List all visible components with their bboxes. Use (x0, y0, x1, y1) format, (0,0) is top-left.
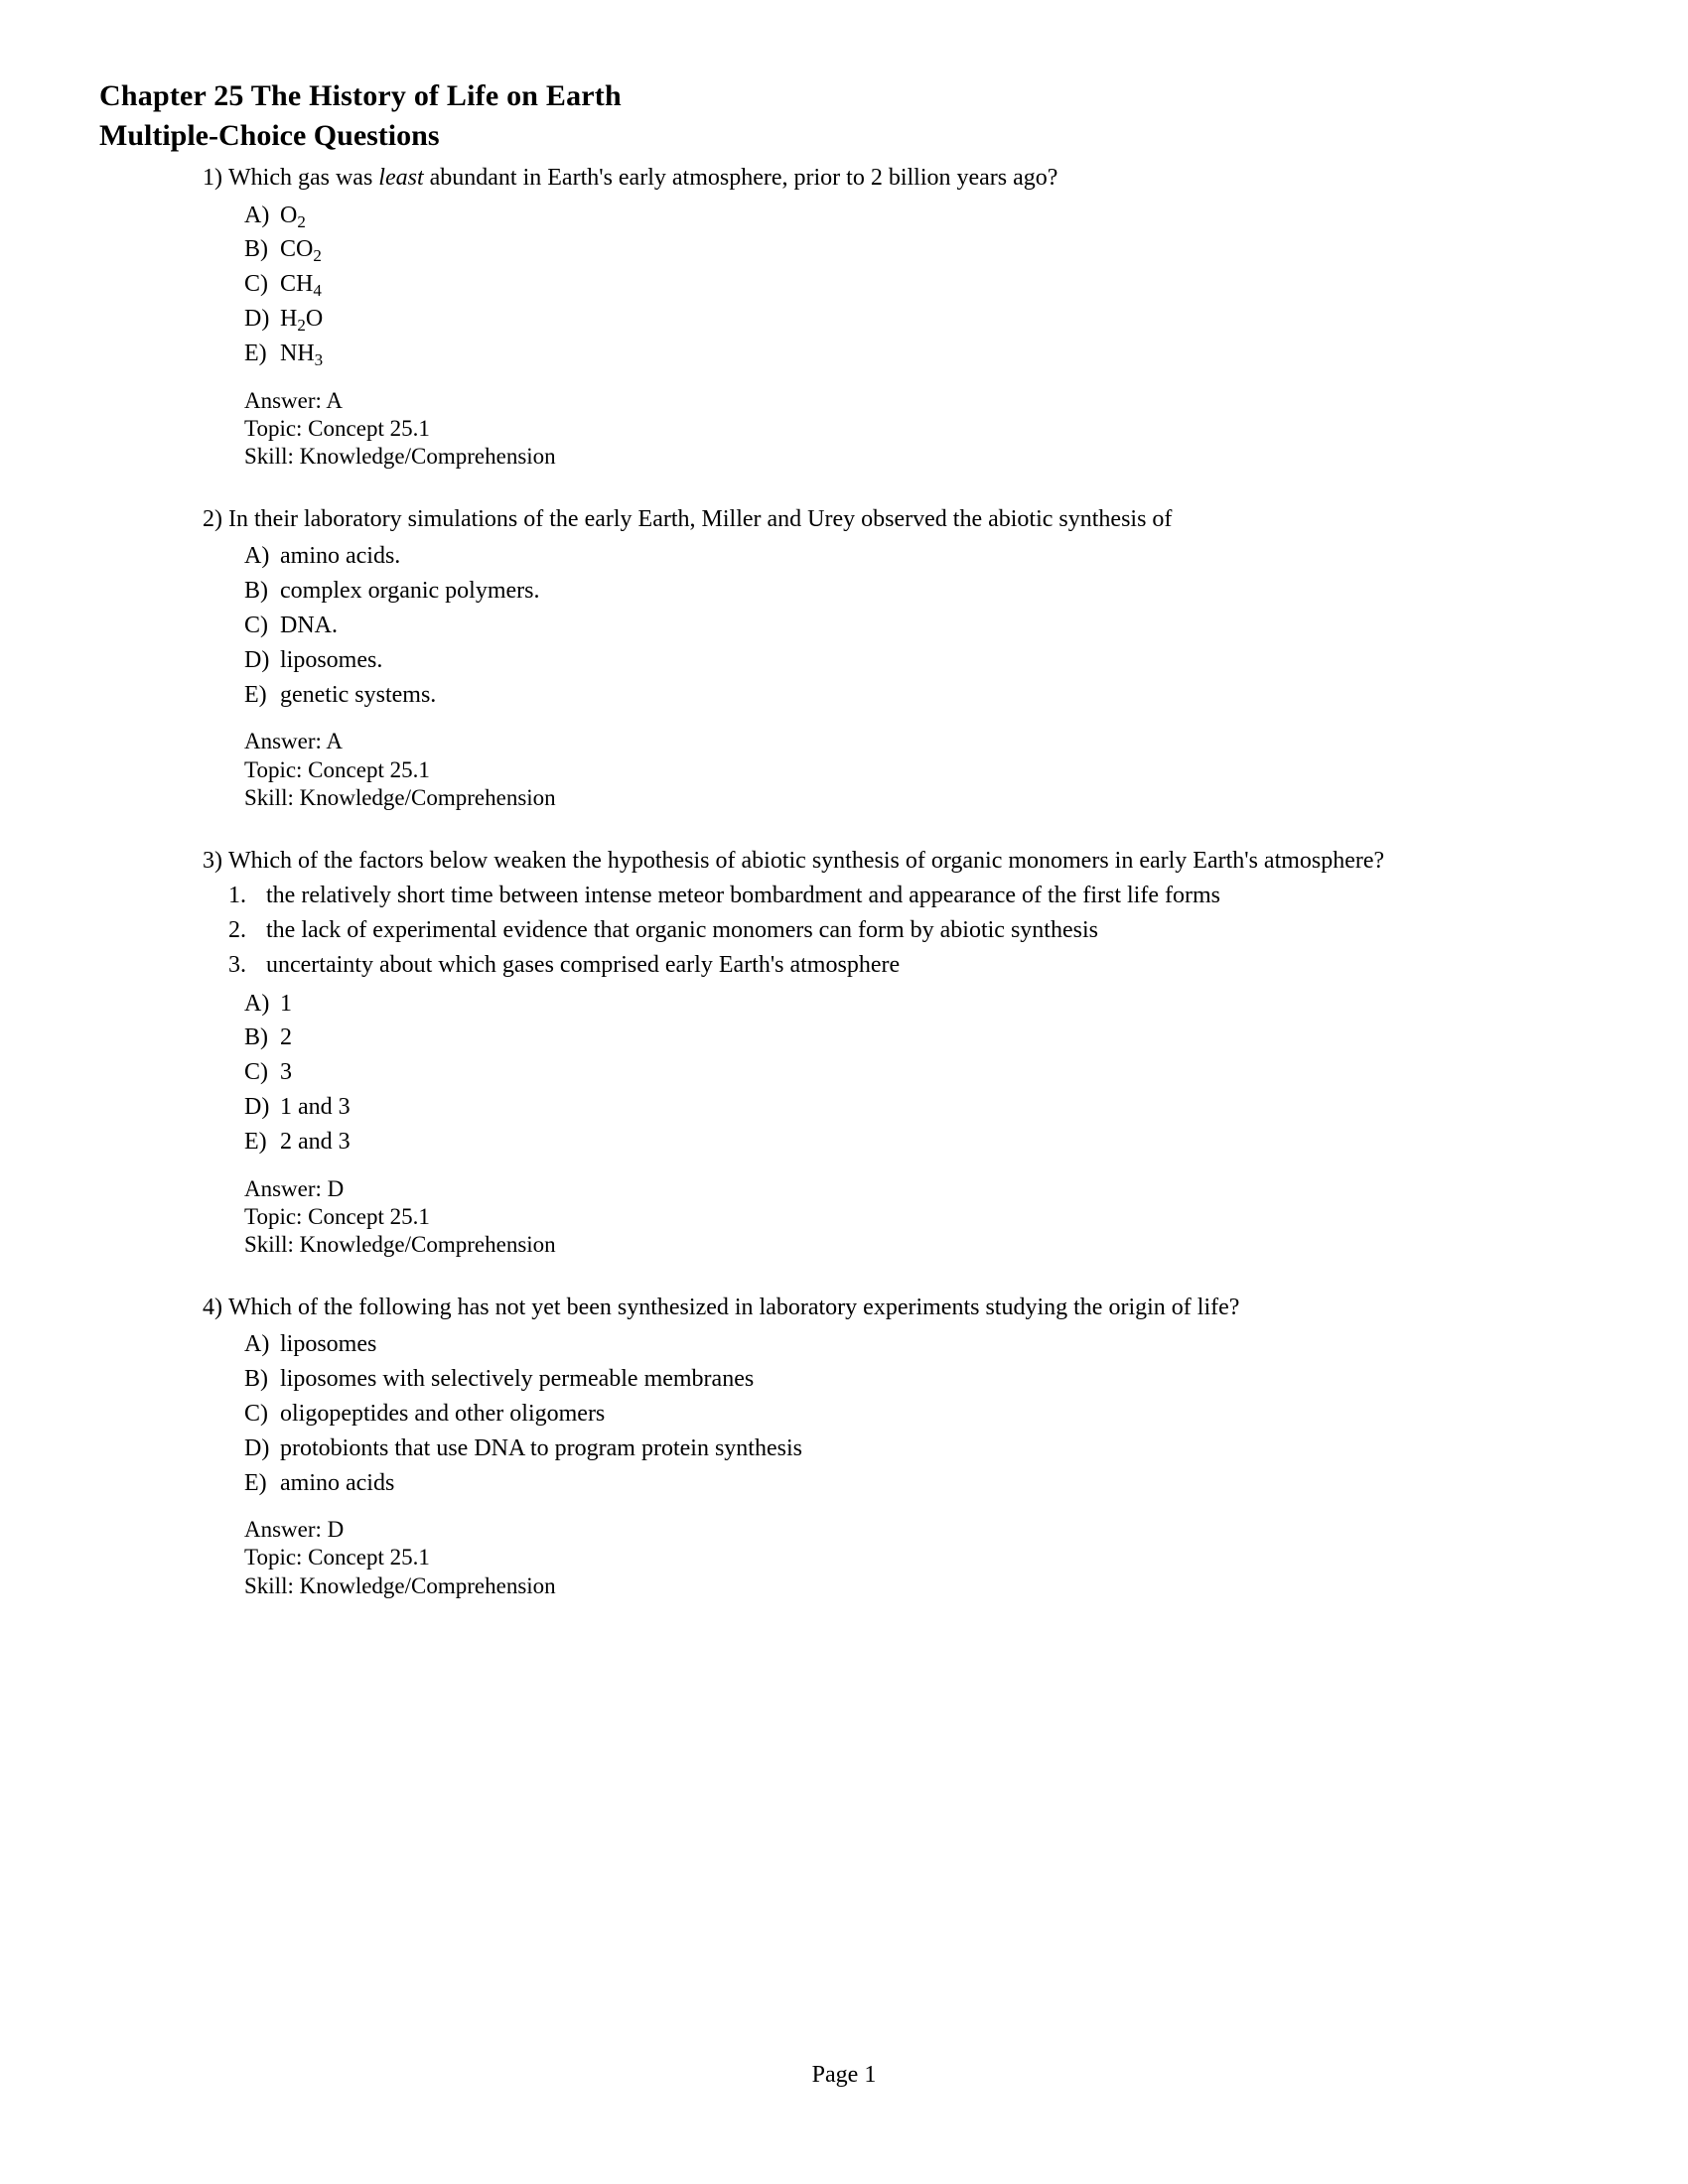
answer-meta (189, 387, 1569, 471)
question-item (99, 504, 1569, 812)
choice-option[interactable] (189, 199, 1569, 233)
question-text: Which gas was least abundant in Earth's early atmosphere, prior to 2 billion years ago? (228, 165, 1058, 191)
choice-label: E) (244, 1469, 267, 1496)
choice-label: D) (244, 646, 270, 673)
question-item (99, 163, 1569, 471)
answer-line: Answer: A (244, 729, 344, 754)
choice-label: E) (244, 681, 267, 708)
topic-line: Topic: Concept 25.1 (244, 1545, 430, 1570)
choice-option[interactable] (189, 574, 1569, 609)
choice-label: C) (244, 613, 268, 639)
choice-option[interactable] (189, 539, 1569, 574)
choice-label: A) (244, 543, 270, 570)
question-emphasis: least (378, 165, 424, 191)
choice-text: amino acids (280, 1469, 395, 1496)
choice-text: liposomes. (280, 646, 383, 673)
question-text: Which of the following has not yet been synthesized in laboratory experiments studying the origin of life? (228, 1294, 1240, 1320)
skill-line: Skill: Knowledge/Comprehension (244, 1231, 556, 1257)
section-title: Multiple-Choice Questions (99, 119, 440, 152)
choice-label: C) (244, 271, 268, 298)
choice-subscript: 3 (314, 349, 324, 369)
choice-text: CH (280, 271, 314, 298)
answer-meta (189, 1516, 1569, 1599)
topic-line: Topic: Concept 25.1 (244, 415, 430, 441)
factor-item (189, 948, 1569, 983)
choice-list (189, 199, 1569, 371)
choice-option[interactable] (189, 1432, 1569, 1466)
factor-list (189, 879, 1569, 982)
factor-item (189, 913, 1569, 948)
choice-label: D) (244, 1434, 270, 1461)
question-stem (189, 163, 1569, 195)
choice-option[interactable] (189, 609, 1569, 643)
choice-text: DNA. (280, 613, 338, 639)
factor-text: uncertainty about which gases comprised early Earth's atmosphere (266, 951, 901, 978)
choice-text: 2 (280, 1024, 292, 1051)
choice-label: B) (244, 1366, 268, 1393)
choice-option[interactable] (189, 1125, 1569, 1160)
page-title: Chapter 25 The History of Life on Earth (99, 79, 622, 112)
choice-text: genetic systems. (280, 681, 437, 708)
factor-text: the lack of experimental evidence that organic monomers can form by abiotic synthesis (266, 917, 1098, 944)
factor-label: 3. (228, 951, 246, 978)
answer-line: Answer: D (244, 1175, 345, 1201)
choice-option[interactable] (189, 267, 1569, 302)
choice-option[interactable] (189, 678, 1569, 713)
choice-option[interactable] (189, 1466, 1569, 1501)
choice-text: 3 (280, 1059, 292, 1086)
choice-label: E) (244, 1128, 267, 1155)
choice-text: amino acids. (280, 543, 401, 570)
skill-line: Skill: Knowledge/Comprehension (244, 784, 556, 810)
question-number: 2) (203, 505, 222, 532)
choice-option[interactable] (189, 1090, 1569, 1125)
choice-list (189, 539, 1569, 712)
question-number: 3) (203, 847, 222, 874)
choice-label: A) (244, 990, 270, 1017)
choice-list (189, 987, 1569, 1160)
factor-label: 2. (228, 917, 246, 944)
choice-label: E) (244, 340, 267, 366)
choice-subscript: 2 (313, 246, 322, 266)
choice-tail: O (305, 306, 324, 333)
choice-option[interactable] (189, 1397, 1569, 1432)
choice-label: D) (244, 306, 270, 333)
choice-subscript: 4 (313, 281, 322, 301)
answer-line: Answer: D (244, 1517, 345, 1543)
choice-text: 1 (280, 990, 292, 1017)
choice-text: NH (280, 340, 315, 366)
choice-option[interactable] (189, 1327, 1569, 1362)
choice-label: D) (244, 1094, 270, 1121)
choice-text: CO (280, 236, 314, 263)
factor-text: the relatively short time between intense meteor bombardment and appearance of the first life forms (266, 883, 1220, 909)
skill-line: Skill: Knowledge/Comprehension (244, 443, 556, 469)
choice-text: liposomes (280, 1331, 377, 1358)
choice-text: oligopeptides and other oligomers (280, 1401, 606, 1428)
choice-text: 2 and 3 (280, 1128, 351, 1155)
choice-list (189, 1327, 1569, 1500)
choice-label: B) (244, 236, 268, 263)
question-text: In their laboratory simulations of the early Earth, Miller and Urey observed the abiotic synthesis of (228, 505, 1173, 532)
answer-meta (189, 728, 1569, 811)
choice-label: C) (244, 1401, 268, 1428)
topic-line: Topic: Concept 25.1 (244, 756, 430, 782)
choice-option[interactable] (189, 302, 1569, 337)
choice-subscript: 2 (297, 211, 306, 231)
choice-text: liposomes with selectively permeable membranes (280, 1366, 755, 1393)
choice-label: A) (244, 1331, 270, 1358)
choice-text: H (280, 306, 298, 333)
choice-text: O (280, 202, 298, 228)
question-stem (189, 504, 1569, 536)
question-stem (189, 846, 1569, 878)
question-text: Which of the factors below weaken the hypothesis of abiotic synthesis of organic monomers in early Earth's atmosphere? (228, 847, 1385, 874)
page-footer: Page 1 (811, 2062, 877, 2088)
choice-option[interactable] (189, 643, 1569, 678)
factor-label: 1. (228, 883, 246, 909)
choice-option[interactable] (189, 232, 1569, 267)
answer-meta (189, 1175, 1569, 1259)
choice-label: B) (244, 578, 268, 605)
question-stem (189, 1293, 1569, 1324)
question-item (99, 1293, 1569, 1600)
choice-option[interactable] (189, 1055, 1569, 1090)
question-item (99, 846, 1569, 1259)
choice-option[interactable] (189, 987, 1569, 1022)
factor-item (189, 879, 1569, 913)
choice-option[interactable] (189, 1362, 1569, 1397)
choice-label: C) (244, 1059, 268, 1086)
question-number: 1) (203, 165, 222, 191)
choice-subscript: 2 (297, 316, 306, 336)
choice-label: B) (244, 1024, 268, 1051)
choice-text: protobionts that use DNA to program protein synthesis (280, 1434, 802, 1461)
choice-text: 1 and 3 (280, 1094, 351, 1121)
choice-text: complex organic polymers. (280, 578, 540, 605)
topic-line: Topic: Concept 25.1 (244, 1203, 430, 1229)
skill-line: Skill: Knowledge/Comprehension (244, 1572, 556, 1598)
choice-label: A) (244, 202, 270, 228)
answer-line: Answer: A (244, 387, 344, 413)
question-number: 4) (203, 1294, 222, 1320)
choice-option[interactable] (189, 1021, 1569, 1055)
choice-option[interactable] (189, 337, 1569, 371)
